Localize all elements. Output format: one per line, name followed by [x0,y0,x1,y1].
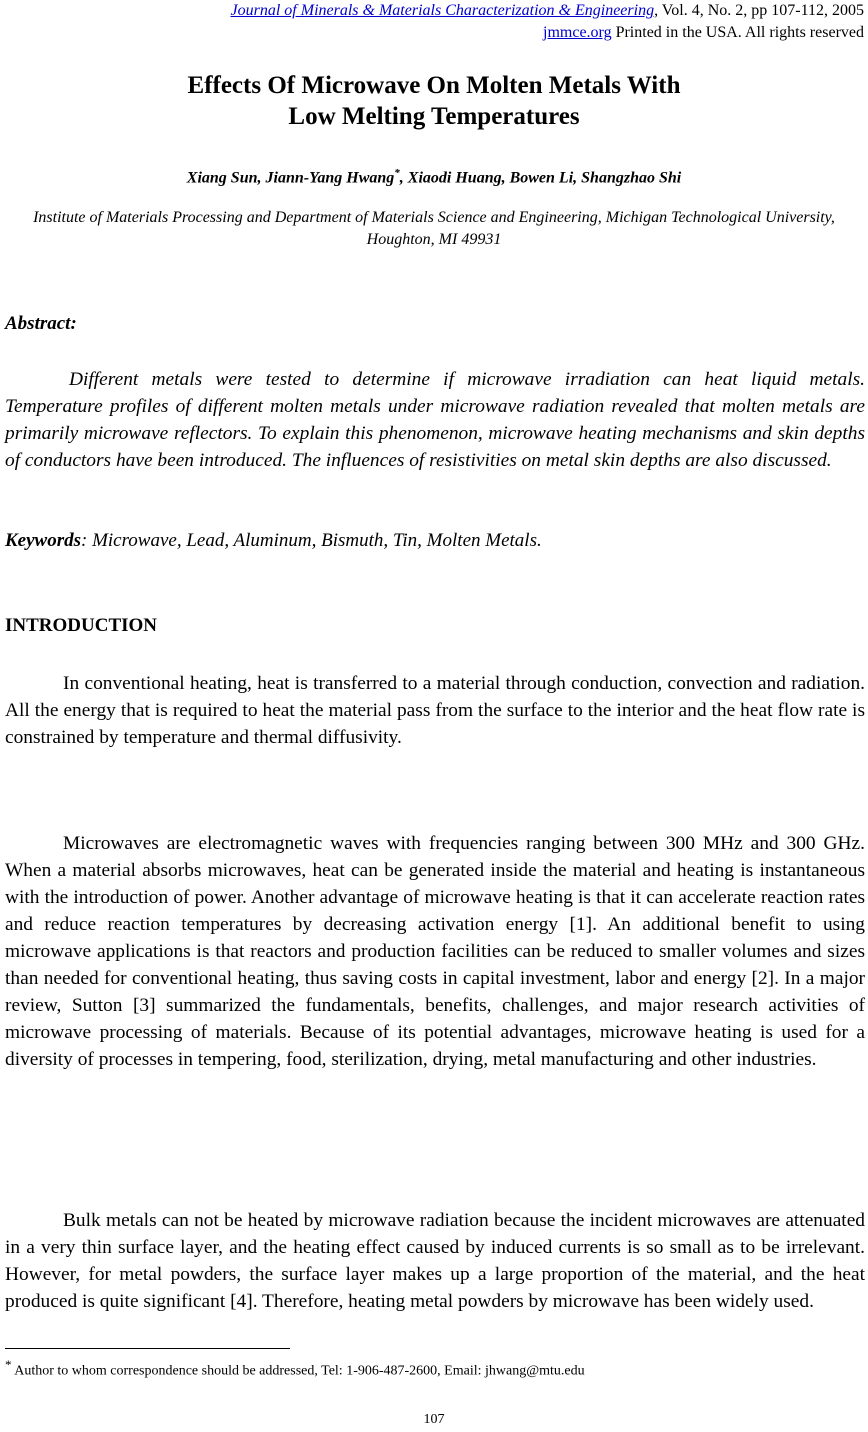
corresponding-author-marker: * [394,167,400,179]
intro-paragraph-2-text: Microwaves are electromagnetic waves with frequencies ranging between 300 MHz and 300 GHz. When a material absorbs microwaves, heat can be generated inside the material and heating is instantaneous with the introduction of power. Another advantage of microwave heating is that it can accelerate reaction rates and reduce reaction temperatures by decreasing activation energy [1]. An additional benefit to using microwave applications is that reactors and production facilities can be reduced to smaller volumes and sizes than needed for conventional heating, thus saving costs in capital investment, labor and energy [2]. In a major review, Sutton [3] summarized the fundamentals, benefits, challenges, and major research activities of microwave processing of materials. Because of its potential advantages, microwave heating is used for a diversity of processes in tempering, food, sterilization, drying, metal manufacturing and other industries. [5,833,865,1070]
footnote-marker: * [5,1357,12,1372]
author-names-first: Xiang Sun, Jiann-Yang Hwang [186,169,395,187]
abstract-text [5,366,865,474]
intro-paragraph-3-text: Bulk metals can not be heated by microwave radiation because the incident microwaves are attenuated in a very thin surface layer, and the heating effect caused by induced currents is so small as to be irrelevant. However, for metal powders, the surface layer makes up a large proportion of the material, and the heat produced is quite significant [4]. Therefore, heating metal powders by microwave has been widely used. [5,1210,865,1312]
paper-title-line-1: Effects Of Microwave On Molten Metals With [187,72,681,99]
page-number: 107 [423,1412,445,1427]
footnote-text: Author to whom correspondence should be addressed, Tel: 1-906-487-2600, Email: jhwang@mtu.edu [11,1363,585,1379]
paper-title-line-2: Low Melting Temperatures [288,103,580,130]
author-names-rest: , Xiaodi Huang, Bowen Li, Shangzhao Shi [399,169,682,187]
paper-title [0,70,868,132]
introduction-heading: INTRODUCTION [5,615,158,636]
author-list [0,162,868,189]
keywords-label: Keywords [5,530,81,551]
footnote-divider [5,1348,290,1349]
abstract-body: Different metals were tested to determine if microwave irradiation can heat liquid metals. Temperature profiles of different molten metals under microwave radiation revealed that molten metals are primarily microwave reflectors. To explain this phenomenon, microwave heating mechanisms and skin depths of conductors have been introduced. The influences of resistivities on metal skin depths are also discussed. [5,369,865,471]
journal-site-link[interactable]: jmmce.org [543,24,612,41]
footnote [5,1355,585,1382]
journal-name-link[interactable]: Journal of Minerals & Materials Characterization & Engineering [230,2,655,19]
volume-info: , Vol. 4, No. 2, pp 107-112, 2005 [654,2,864,19]
intro-paragraph-1 [5,670,865,751]
keywords-list: : Microwave, Lead, Aluminum, Bismuth, Tin, Molten Metals. [81,530,542,551]
affiliation: Institute of Materials Processing and Department of Materials Science and Engineering, Michigan Technological University, Houghton, MI 49931 [33,209,835,248]
keywords [5,530,865,552]
intro-paragraph-2 [5,830,865,1073]
abstract-heading: Abstract: [5,313,77,334]
rights-statement: Printed in the USA. All rights reserved [611,24,864,41]
intro-paragraph-3 [5,1207,865,1315]
intro-paragraph-1-text: In conventional heating, heat is transferred to a material through conduction, convection and radiation. All the energy that is required to heat the material pass from the surface to the interior and the heat flow rate is constrained by temperature and thermal diffusivity. [5,673,865,748]
journal-site-line [231,22,864,44]
journal-header [231,0,864,44]
journal-citation-line [231,0,864,22]
